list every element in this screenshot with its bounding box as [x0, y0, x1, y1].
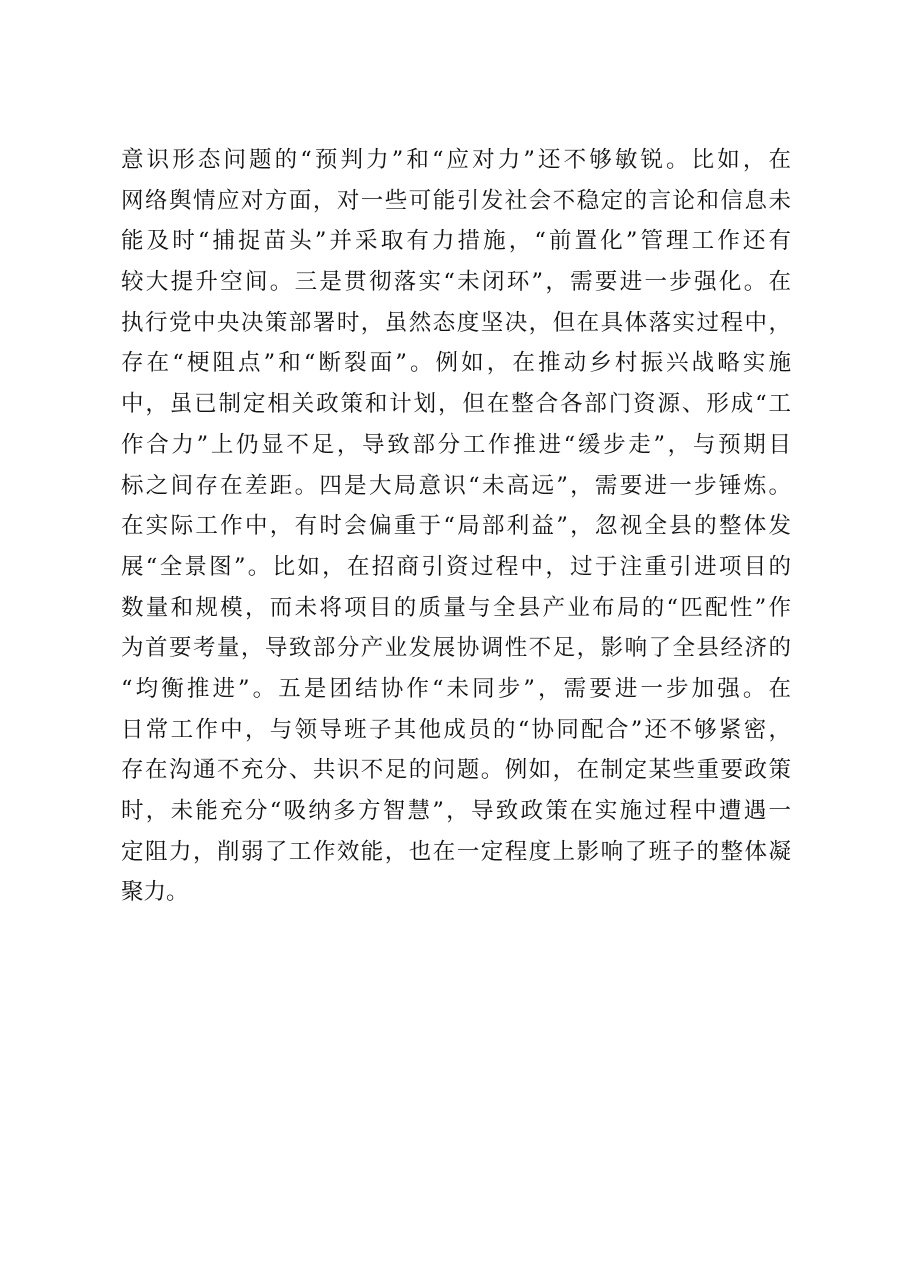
text-line: 展“全景图”。比如，在招商引资过程中，过于注重引进项目的 — [121, 553, 791, 580]
text-line: 作合力”上仍显不足，导致部分工作推进“缓步走”，与预期目 — [121, 431, 791, 458]
text-line: 意识形态问题的“预判力”和“应对力”还不够敏锐。比如，在 — [121, 147, 791, 173]
text-line: 日常工作中，与领导班子其他成员的“协同配合”还不够紧密， — [121, 716, 791, 743]
text-line: 数量和规模，而未将项目的质量与全县产业布局的“匹配性”作 — [121, 594, 791, 621]
text-line: 为首要考量，导致部分产业发展协调性不足，影响了全县经济的 — [121, 635, 791, 662]
text-line: “均衡推进”。五是团结协作“未同步”，需要进一步加强。在 — [121, 675, 791, 702]
text-line: 执行党中央决策部署时，虽然态度坚决，但在具体落实过程中， — [121, 309, 791, 336]
text-line: 网络舆情应对方面，对一些可能引发社会不稳定的言论和信息未 — [121, 187, 791, 214]
body-paragraph — [121, 140, 791, 913]
text-line: 在实际工作中，有时会偏重于“局部利益”，忽视全县的整体发 — [121, 513, 791, 540]
text-line: 时，未能充分“吸纳多方智慧”，导致政策在实施过程中遭遇一 — [121, 798, 791, 824]
text-line: 定阻力，削弱了工作效能，也在一定程度上影响了班子的整体凝 — [121, 838, 791, 865]
text-line: 中，虽已制定相关政策和计划，但在整合各部门资源、形成“工 — [121, 391, 791, 418]
text-line: 存在沟通不充分、共识不足的问题。例如，在制定某些重要政策 — [121, 757, 791, 784]
text-line: 标之间存在差距。四是大局意识“未高远”，需要进一步锤炼。 — [121, 472, 791, 499]
text-line: 较大提升空间。三是贯彻落实“未闭环”，需要进一步强化。在 — [121, 269, 791, 296]
text-line: 能及时“捕捉苗头”并采取有力措施，“前置化”管理工作还有 — [121, 228, 791, 255]
text-line: 聚力。 — [121, 879, 189, 906]
text-line: 存在“梗阻点”和“断裂面”。例如，在推动乡村振兴战略实施 — [121, 350, 791, 377]
